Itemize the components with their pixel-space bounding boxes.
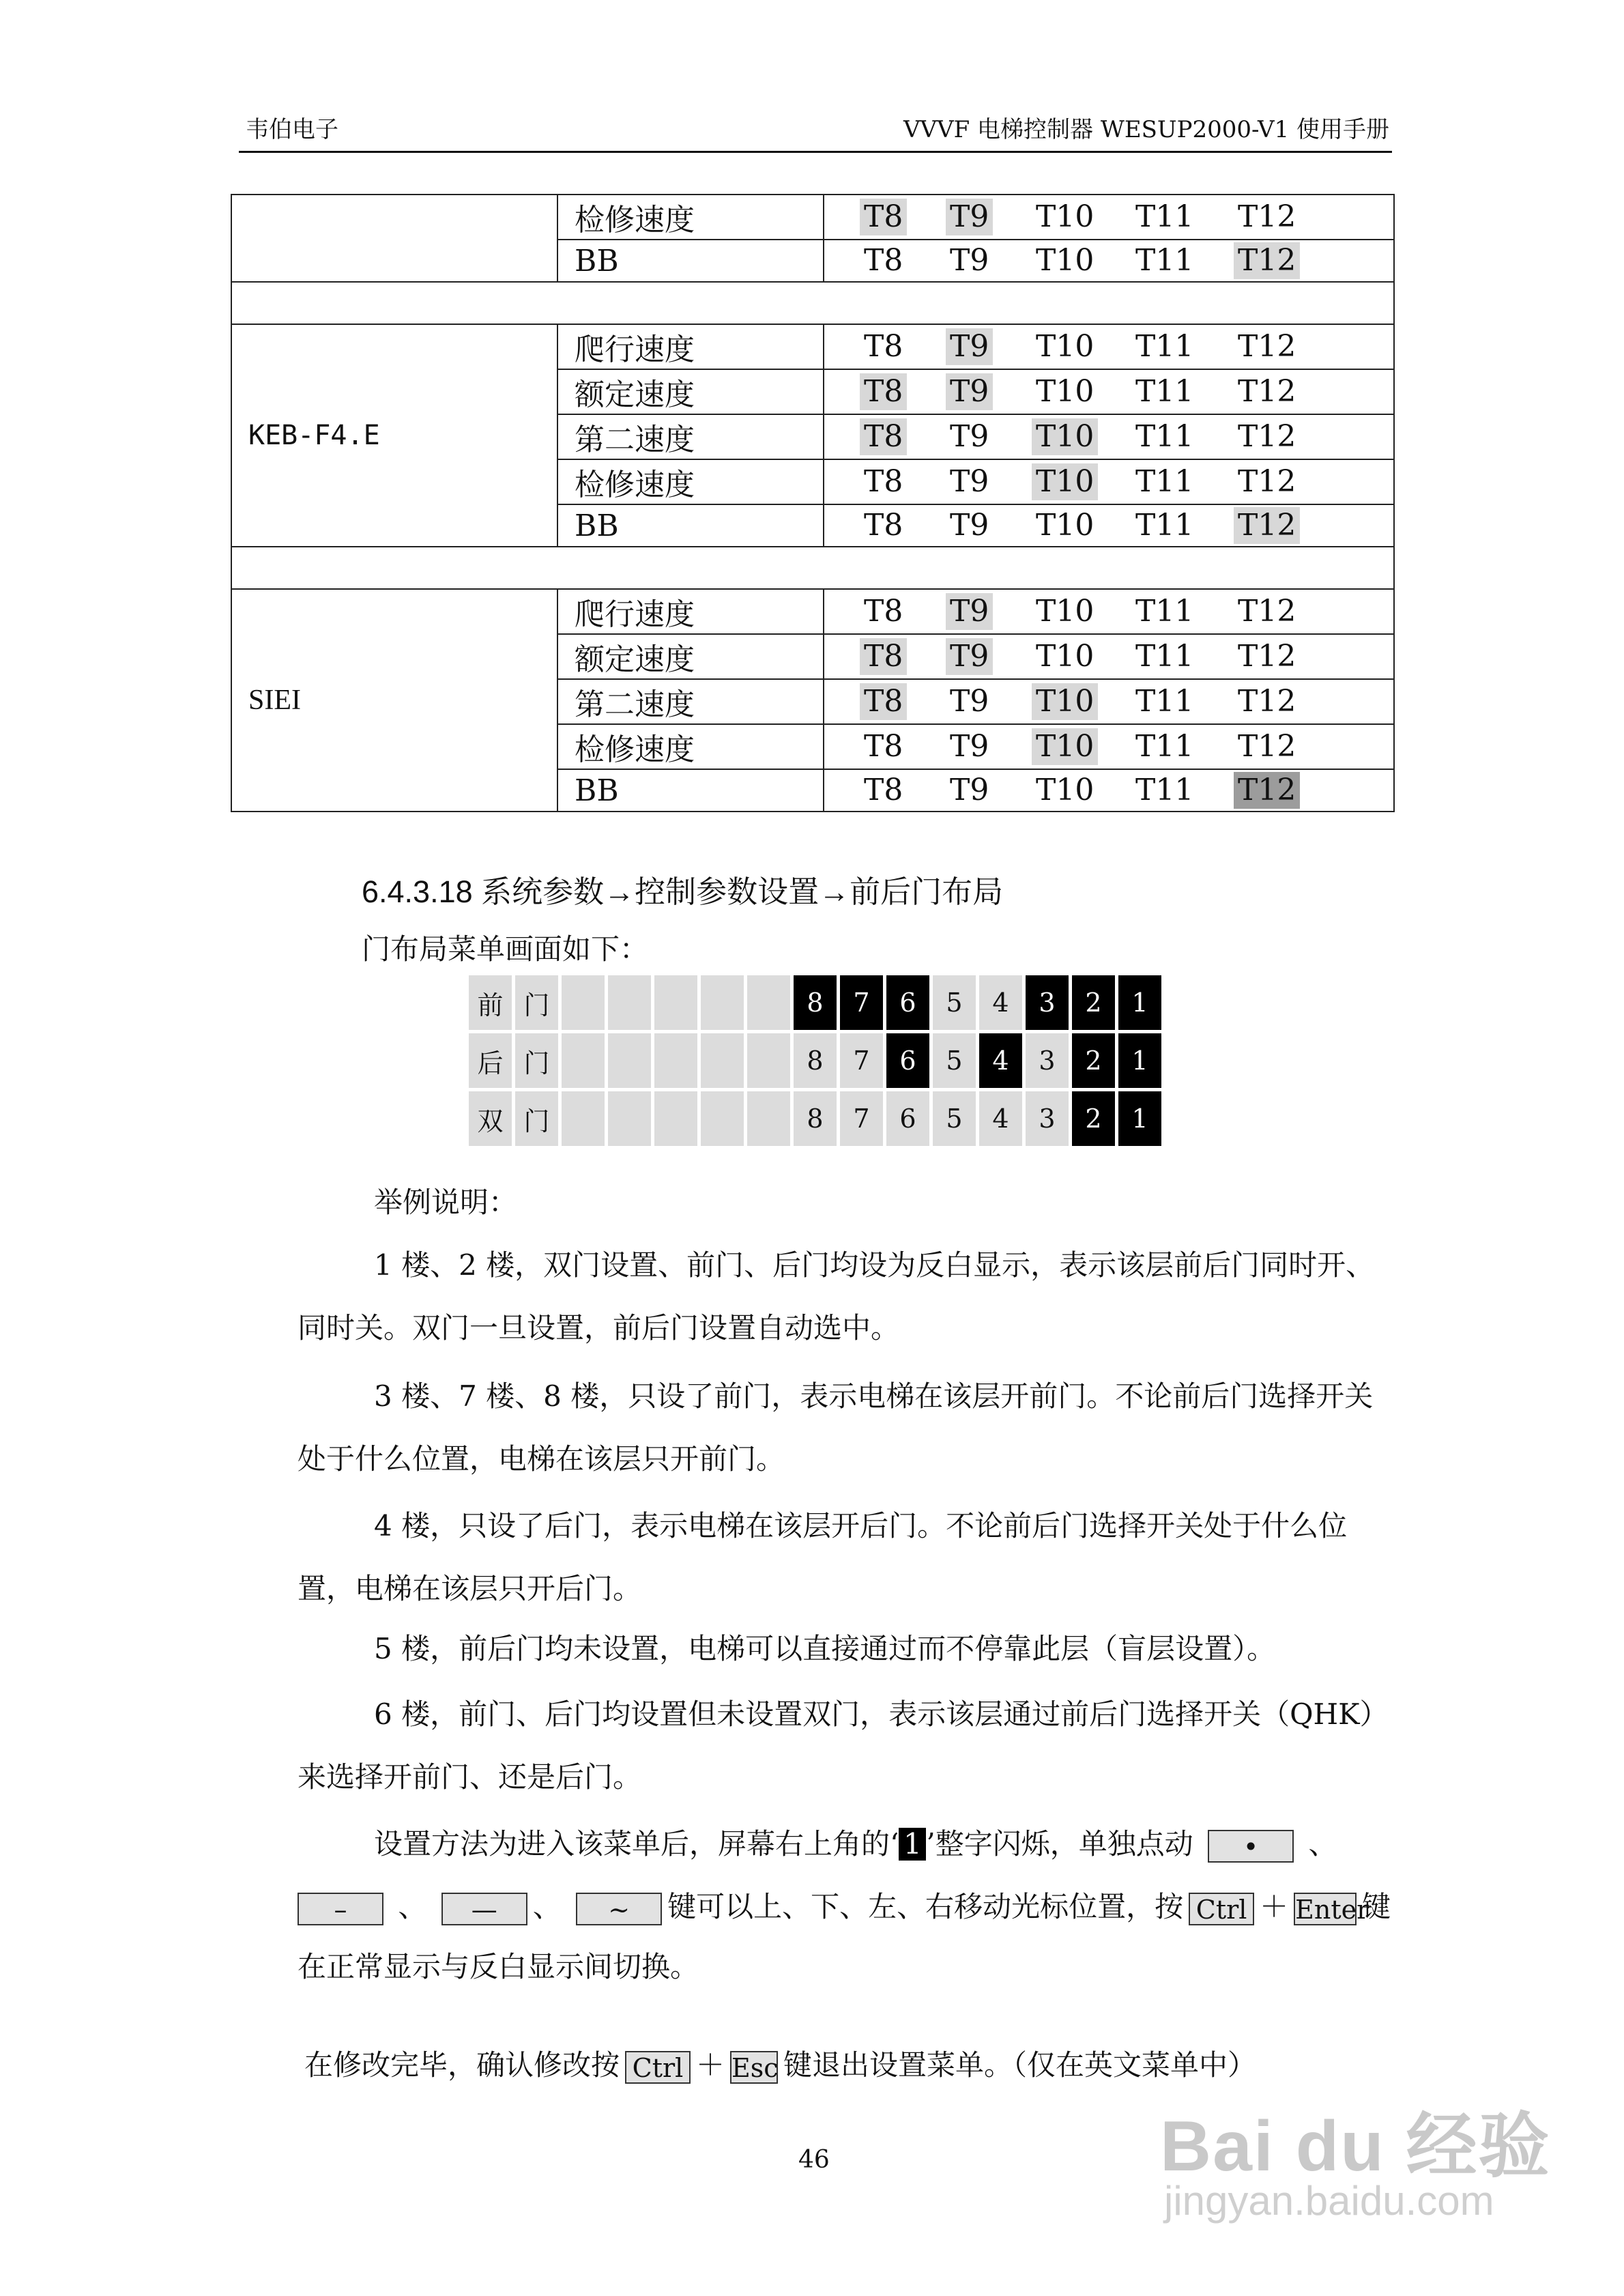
terminal-t9: T9 <box>950 773 989 807</box>
terminal-t12: T12 <box>1238 639 1296 674</box>
floor-cell[interactable]: 7 <box>840 1091 883 1146</box>
terminal-t9: T9 <box>950 464 989 499</box>
floor-cell[interactable]: 5 <box>933 1033 976 1088</box>
watermark-logo: Bai du 经验 <box>1160 2107 1551 2186</box>
key-enter: Enter <box>1294 1893 1357 1925</box>
terminal-cell <box>824 240 1394 282</box>
paragraph-floor-6: 6 楼，前门、后门均设置但未设置双门，表示该层通过前后门选择开关（QHK）来选择开前门、还是后门。 <box>298 1697 1389 1794</box>
terminal-t9: T9 <box>946 373 993 410</box>
terminal-cell <box>824 589 1394 634</box>
floor-cell[interactable]: 3 <box>1026 975 1069 1030</box>
speed-label: BB <box>557 504 824 547</box>
speed-label: 检修速度 <box>557 724 824 769</box>
speed-label: 额定速度 <box>557 369 824 414</box>
floor-cell[interactable]: 8 <box>794 1033 837 1088</box>
intro-text: 门布局菜单画面如下： <box>362 932 649 966</box>
speed-label: 额定速度 <box>557 634 824 679</box>
speed-table <box>231 194 1395 812</box>
terminal-t8: T8 <box>860 373 907 410</box>
terminal-t10: T10 <box>1032 728 1098 765</box>
terminal-t11: T11 <box>1135 508 1194 543</box>
door-row-label: 门 <box>515 1033 558 1088</box>
floor-cell[interactable]: 3 <box>1026 1091 1069 1146</box>
terminal-t8: T8 <box>860 199 907 235</box>
terminal-t10: T10 <box>1036 199 1094 234</box>
header-left: 韦伯电子 <box>246 116 338 143</box>
terminal-t9: T9 <box>950 508 989 543</box>
terminal-t9: T9 <box>946 328 993 365</box>
floor-cell[interactable]: 2 <box>1072 1091 1115 1146</box>
terminal-t9: T9 <box>946 593 993 630</box>
door-row <box>469 1033 1161 1088</box>
door-row-label: 门 <box>515 1091 558 1146</box>
terminal-t12: T12 <box>1238 374 1296 409</box>
terminal-cell <box>824 504 1394 547</box>
terminal-t8: T8 <box>860 683 907 720</box>
floor-cell[interactable]: 6 <box>886 975 929 1030</box>
terminal-t10: T10 <box>1036 374 1094 409</box>
terminal-cell <box>824 414 1394 459</box>
speed-label: 检修速度 <box>557 195 824 240</box>
terminal-t10: T10 <box>1036 329 1094 364</box>
table-row <box>231 195 1394 240</box>
watermark-url: jingyan.baidu.com <box>1164 2178 1494 2224</box>
door-row-label: 前 <box>469 975 512 1030</box>
empty-floor-cell <box>747 1033 790 1088</box>
terminal-t12: T12 <box>1238 594 1296 629</box>
terminal-t8: T8 <box>860 418 907 455</box>
terminal-t12: T12 <box>1234 507 1300 544</box>
terminal-t8: T8 <box>864 773 903 807</box>
terminal-cell <box>824 459 1394 504</box>
door-row <box>469 1091 1161 1146</box>
terminal-t11: T11 <box>1135 199 1194 234</box>
terminal-cell <box>824 195 1394 240</box>
key-ctrl: Ctrl <box>1189 1893 1254 1925</box>
controller-name: SIEI <box>231 589 557 812</box>
terminal-t8: T8 <box>860 638 907 675</box>
terminal-t8: T8 <box>864 729 903 764</box>
terminal-t12: T12 <box>1234 772 1300 809</box>
floor-cell[interactable]: 5 <box>933 975 976 1030</box>
header-rule <box>239 151 1392 153</box>
section-title: 6.4.3.18 系统参数→控制参数设置→前后门布局 <box>362 874 1004 909</box>
terminal-t11: T11 <box>1135 374 1194 409</box>
terminal-t12: T12 <box>1234 242 1300 279</box>
floor-cell[interactable]: 4 <box>979 1033 1022 1088</box>
terminal-cell <box>824 724 1394 769</box>
terminal-t10: T10 <box>1036 508 1094 543</box>
door-row <box>469 975 1161 1030</box>
key-tilde: ~ <box>576 1893 662 1925</box>
floor-cell[interactable]: 6 <box>886 1033 929 1088</box>
terminal-cell <box>824 679 1394 724</box>
terminal-t9: T9 <box>946 638 993 675</box>
floor-cell[interactable]: 1 <box>1118 1091 1161 1146</box>
terminal-t9: T9 <box>946 199 993 235</box>
floor-cell[interactable]: 2 <box>1072 1033 1115 1088</box>
terminal-t11: T11 <box>1135 594 1194 629</box>
terminal-t10: T10 <box>1036 243 1094 278</box>
empty-floor-cell <box>654 1091 697 1146</box>
terminal-t11: T11 <box>1135 729 1194 764</box>
terminal-t10: T10 <box>1036 594 1094 629</box>
key-esc: Esc <box>730 2051 778 2084</box>
terminal-t11: T11 <box>1135 419 1194 454</box>
key-minus: – <box>298 1893 383 1925</box>
terminal-t12: T12 <box>1238 464 1296 499</box>
key-dot: • <box>1208 1830 1294 1863</box>
terminal-t8: T8 <box>864 464 903 499</box>
controller-name: KEB-F4.E <box>231 324 557 547</box>
terminal-t12: T12 <box>1238 729 1296 764</box>
speed-label: BB <box>557 240 824 282</box>
door-row-label: 门 <box>515 975 558 1030</box>
paragraph-floor-4: 4 楼，只设了后门，表示电梯在该层开后门。不论前后门选择开关处于什么位置，电梯在该层只开后门。 <box>298 1509 1348 1605</box>
speed-label: 检修速度 <box>557 459 824 504</box>
empty-floor-cell <box>747 975 790 1030</box>
terminal-t8: T8 <box>864 329 903 364</box>
door-row-label: 后 <box>469 1033 512 1088</box>
floor-cell[interactable]: 1 <box>1118 975 1161 1030</box>
speed-label: 第二速度 <box>557 414 824 459</box>
table-spacer-row <box>231 547 1394 589</box>
terminal-t11: T11 <box>1135 639 1194 674</box>
speed-label: 第二速度 <box>557 679 824 724</box>
door-layout-grid <box>465 972 1165 1149</box>
paragraph-floor-3-7-8: 3 楼、7 楼、8 楼，只设了前门，表示电梯在该层开前门。不论前后门选择开关处于什么位置，电梯在该层只开前门。 <box>298 1379 1374 1476</box>
floor-cell[interactable]: 7 <box>840 1033 883 1088</box>
terminal-t11: T11 <box>1135 773 1194 807</box>
floor-cell[interactable]: 2 <box>1072 975 1115 1030</box>
terminal-t12: T12 <box>1238 199 1296 234</box>
terminal-t11: T11 <box>1135 464 1194 499</box>
empty-floor-cell <box>562 1033 605 1088</box>
floor-cell[interactable]: 8 <box>794 1091 837 1146</box>
floor-cell[interactable]: 3 <box>1026 1033 1069 1088</box>
terminal-t8: T8 <box>864 594 903 629</box>
terminal-t9: T9 <box>950 243 989 278</box>
empty-floor-cell <box>701 975 744 1030</box>
empty-floor-cell <box>608 975 651 1030</box>
table-spacer-row <box>231 282 1394 324</box>
speed-label: 爬行速度 <box>557 589 824 634</box>
header-right: VVVF 电梯控制器 WESUP2000-V1 使用手册 <box>903 116 1389 143</box>
terminal-t10: T10 <box>1032 683 1098 720</box>
empty-floor-cell <box>562 1091 605 1146</box>
terminal-cell <box>824 634 1394 679</box>
floor-cell[interactable]: 8 <box>794 975 837 1030</box>
terminal-t12: T12 <box>1238 419 1296 454</box>
paragraph-setting-method: 设置方法为进入该菜单后，屏幕右上角的‘ 1 ’整字闪烁，单独点动 • 、 – 、 — 、 ~ 键可以上、下、左、右移动光标位置，按 Ctrl ＋ Enter键 <box>298 1813 1396 1938</box>
floor-cell[interactable]: 5 <box>933 1091 976 1146</box>
paragraph-floor-1-2: 1 楼、2 楼，双门设置、前门、后门均设为反白显示，表示该层前后门同时开、同时关。双门一旦设置，前后门设置自动选中。 <box>298 1248 1375 1345</box>
key-dash: — <box>441 1893 527 1925</box>
terminal-t8: T8 <box>864 508 903 543</box>
key-ctrl-exit: Ctrl <box>625 2051 691 2084</box>
paragraph-setting-method-end: 在正常显示与反白显示间切换。 <box>298 1950 699 1983</box>
terminal-cell <box>824 769 1394 812</box>
paragraph-exit: 在修改完毕，确认修改按 Ctrl ＋ Esc 键退出设置菜单。（仅在英文菜单中） <box>304 2048 1257 2083</box>
empty-floor-cell <box>701 1033 744 1088</box>
terminal-t9: T9 <box>950 419 989 454</box>
terminal-t11: T11 <box>1135 243 1194 278</box>
empty-floor-cell <box>608 1091 651 1146</box>
speed-label: BB <box>557 769 824 812</box>
floor-cell[interactable]: 4 <box>979 975 1022 1030</box>
example-title: 举例说明： <box>374 1186 518 1219</box>
floor-cell[interactable]: 6 <box>886 1091 929 1146</box>
table-row <box>231 324 1394 369</box>
floor-cell[interactable]: 7 <box>840 975 883 1030</box>
floor-cell[interactable]: 4 <box>979 1091 1022 1146</box>
terminal-t8: T8 <box>864 243 903 278</box>
table-row <box>231 589 1394 634</box>
speed-label: 爬行速度 <box>557 324 824 369</box>
empty-floor-cell <box>654 975 697 1030</box>
terminal-t10: T10 <box>1032 418 1098 455</box>
terminal-t12: T12 <box>1238 329 1296 364</box>
empty-floor-cell <box>562 975 605 1030</box>
controller-name <box>231 195 557 282</box>
terminal-t10: T10 <box>1036 773 1094 807</box>
terminal-t10: T10 <box>1032 463 1098 500</box>
terminal-cell <box>824 369 1394 414</box>
terminal-t9: T9 <box>950 684 989 719</box>
terminal-t12: T12 <box>1238 684 1296 719</box>
empty-floor-cell <box>747 1091 790 1146</box>
terminal-t11: T11 <box>1135 329 1194 364</box>
door-row-label: 双 <box>469 1091 512 1146</box>
terminal-t10: T10 <box>1036 639 1094 674</box>
flashing-digit: 1 <box>899 1828 926 1861</box>
floor-cell[interactable]: 1 <box>1118 1033 1161 1088</box>
page-number: 46 <box>798 2146 830 2174</box>
empty-floor-cell <box>608 1033 651 1088</box>
terminal-t11: T11 <box>1135 684 1194 719</box>
terminal-t9: T9 <box>950 729 989 764</box>
paragraph-floor-5: 5 楼，前后门均未设置，电梯可以直接通过而不停靠此层（盲层设置）。 <box>374 1632 1276 1665</box>
empty-floor-cell <box>701 1091 744 1146</box>
terminal-cell <box>824 324 1394 369</box>
empty-floor-cell <box>654 1033 697 1088</box>
